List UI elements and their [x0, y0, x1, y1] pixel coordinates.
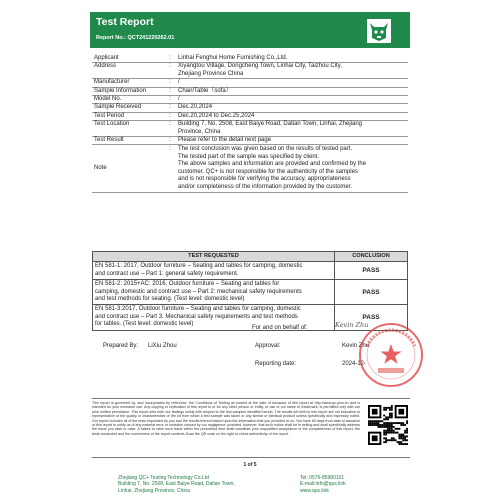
test-conclusion: PASS	[335, 305, 408, 330]
test-standard-line: EN 581-3:2017, Outdoor furniture – Seating and tables for camping, domestic	[95, 306, 301, 313]
info-label: Note	[92, 145, 164, 192]
info-value-line: Chair/Table（sofa）	[178, 87, 232, 94]
info-colon: :	[164, 63, 176, 79]
reporting-date: 2024-12-	[342, 361, 367, 367]
info-row	[92, 79, 408, 87]
info-label: Applicant	[92, 55, 164, 63]
info-label: Address	[92, 63, 164, 79]
page-number: 1 of 5	[243, 462, 257, 468]
info-colon: :	[164, 112, 176, 120]
info-value	[176, 87, 408, 95]
note-row	[92, 145, 408, 192]
info-colon: :	[164, 55, 176, 63]
footer-company-name: Zhejiang QC+ Testing Technology Co.Ltd	[118, 475, 209, 481]
info-label: Test Result	[92, 137, 164, 145]
test-standard-line: for tables. (Test level: domestic level)	[95, 321, 194, 328]
conclusion-header: CONCLUSION	[335, 252, 408, 262]
reporting-date-label: Reporting date:	[255, 361, 297, 367]
info-colon: :	[164, 87, 176, 95]
info-value	[176, 63, 408, 79]
info-colon: :	[164, 96, 176, 104]
info-value	[176, 79, 408, 87]
info-label: Test Period	[92, 112, 164, 120]
info-value-line: and is not responsible for verifying the accuracy, appropriateness	[178, 176, 351, 183]
approval-name: Kevin Zhu	[342, 343, 370, 349]
info-label: Sample Information	[92, 87, 164, 95]
info-value	[176, 104, 408, 112]
approval-label: Approval:	[255, 343, 281, 349]
info-colon: :	[164, 104, 176, 112]
info-label: Model No.	[92, 96, 164, 104]
report-header	[90, 12, 410, 48]
info-colon: :	[164, 121, 176, 137]
footer-address-line-2: Linhai, Zhejiang Province, China	[118, 487, 190, 494]
info-value-line: Province, China	[178, 128, 221, 135]
footer-contact-info	[300, 475, 346, 494]
test-results-table	[92, 251, 408, 331]
footer-email[interactable]: E-mail:info@qus.link	[300, 481, 346, 488]
report-title: Test Report	[96, 16, 154, 28]
footer-address-line-1: Building 7, No. 2508, East Baiye Road, Datian Town,	[118, 481, 235, 488]
footer-tel: Tel: 0576-85980101	[300, 475, 345, 481]
for-and-on-behalf-label: For and on behalf of:	[252, 325, 308, 331]
info-value	[176, 137, 408, 145]
footer-website[interactable]: www.qus.link	[300, 487, 329, 494]
info-label: Test Location	[92, 121, 164, 137]
test-standard-line: EN 581-1: 2017, Outdoor furniture – Seating and tables for camping, domestic	[95, 263, 303, 270]
info-value	[176, 112, 408, 120]
info-value	[176, 121, 408, 137]
info-value-line: The test conclusion was given based on the results of tested part.	[178, 146, 353, 153]
info-value-line: customer. QC+ is not responsible for the authenticity of the samples	[178, 168, 358, 175]
info-value-line: Xiyangtou Village, Dongcheng Town, Linhai City, Taizhou City,	[178, 63, 342, 70]
test-standard-line: and test methods for seating. (Test level: domestic level)	[95, 296, 245, 303]
test-requested-header: TEST REQUESTED	[93, 252, 335, 262]
test-standard-line: and contract use – Part 1: general safety requirement.	[95, 270, 239, 277]
company-seal-icon	[358, 322, 424, 388]
disclaimer-text: This report is governed by, and incorporates by reference, the Conditions of Testing as posted at the date of issuance of this report at http://www.qc-plus.cn and is intended for your exclusive use. Any copying or replication of this report to or for any other person or entity, or use of our name or trademark, is permitted only with our prior written permission. This report sets forth our findings solely with respect to the test samples identified herein. The results set forth in this report are not indicative or representative of the quality or characteristics of the lot from which a test sample was taken or any similar or identical product unless specifically and expressly noted. Our report includes all of the tests requested by you and the results thereof based upon the information that you provided to us. You have 60 days from date of issuance of this report to notify us of any material error or omission caused by our negligence; provided, however, that such notice shall be in writing and shall specifically address the issue you wish to raise. A failure to raise such issue within the prescribed time shall constitute your unqualified acceptance of the completeness of this report, the tests conducted and the correctness of the report contents.Scan the QR code on the right to check authenticity of the report.	[92, 401, 360, 436]
test-standard	[93, 262, 335, 280]
report-number: Report No.: QCT241220262.01	[96, 35, 175, 41]
info-value-line: and/or completeness of the information provided by the customer.	[178, 183, 353, 190]
test-conclusion: PASS	[335, 262, 408, 280]
info-colon: :	[164, 79, 176, 87]
info-value	[176, 145, 408, 192]
info-row	[92, 112, 408, 120]
info-colon: :	[164, 137, 176, 145]
info-value-line: Zhejiang Province China	[178, 70, 244, 77]
info-row	[92, 96, 408, 104]
info-label: Sample Received	[92, 104, 164, 112]
test-standard-line: and contract use – Part 3. Mechanical safety requirements and test methods	[95, 313, 298, 320]
info-label: Manufacturer	[92, 79, 164, 87]
test-row	[93, 280, 408, 305]
info-value-line: Building 7, No. 2508, East Baiye Road, Datian Town, Linhai, Zhejiang	[178, 121, 363, 128]
disclaimer-box	[92, 398, 410, 458]
info-value-line: The above samples and information are provided and confirmed by the	[178, 161, 367, 168]
prepared-by-name: LiXiu Zhou	[148, 343, 177, 349]
info-row	[92, 137, 408, 145]
info-row	[92, 63, 408, 79]
applicant-info-table	[92, 55, 408, 193]
info-row	[92, 55, 408, 63]
info-value-line: Dec.20,2024	[178, 104, 213, 111]
test-standard-line: EN 581-2: 2015+AC: 2016, Outdoor furniture – Seating and tables for	[95, 281, 280, 288]
test-row	[93, 262, 408, 280]
qc-plus-logo-icon	[364, 16, 394, 46]
info-value-line: The tested part of the sample was specified by client.	[178, 153, 320, 160]
test-standard-line: camping, domestic and contract use – Part 2: mechanical safety requirements	[95, 288, 302, 295]
info-value	[176, 55, 408, 63]
qr-code-icon[interactable]	[368, 405, 408, 445]
behalf-signature: Kevin Zhu	[335, 321, 369, 329]
info-row	[92, 104, 408, 112]
footer-company-info	[118, 475, 235, 494]
info-value-line: /	[178, 79, 180, 86]
prepared-by-label: Prepared By:	[103, 343, 139, 349]
info-value-line: Dec.20,2024 to Dec.25,2024	[178, 112, 255, 119]
info-colon: :	[164, 145, 176, 192]
info-row	[92, 121, 408, 137]
info-value-line: Please refer to the detail next page	[178, 137, 272, 144]
info-value-line: Linhai Fenghui Home Furnishing Co.,Ltd.	[178, 55, 288, 61]
info-row	[92, 87, 408, 95]
info-value-line: /	[178, 96, 180, 103]
test-standard	[93, 280, 335, 305]
info-value	[176, 96, 408, 104]
test-conclusion: PASS	[335, 280, 408, 305]
